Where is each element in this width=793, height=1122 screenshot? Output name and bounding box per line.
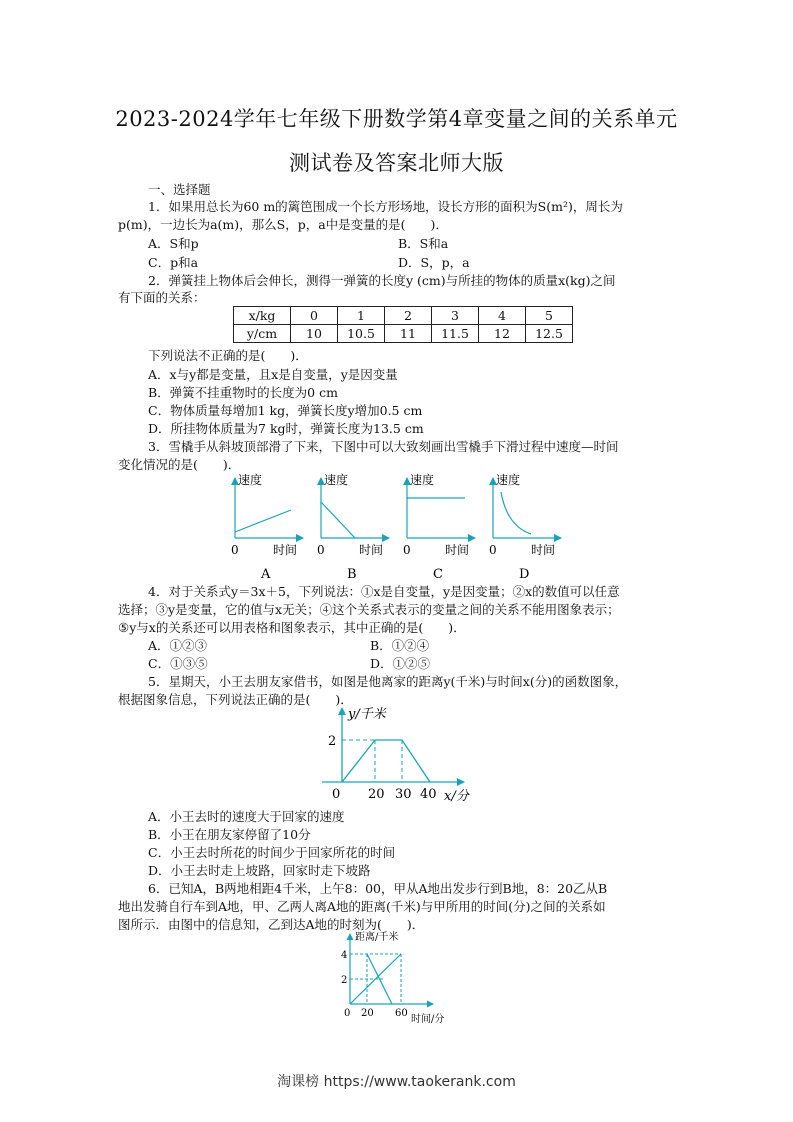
table-cell: 4 bbox=[479, 307, 526, 325]
table-cell: 12 bbox=[479, 325, 526, 343]
q4-option-c: C．①③⑤ bbox=[148, 656, 208, 671]
table-cell: 10.5 bbox=[338, 325, 385, 343]
q3-graph-b bbox=[317, 472, 389, 582]
q3-option-label: C bbox=[433, 567, 443, 582]
q1-option-d: D．S，p，a bbox=[398, 255, 470, 270]
q6-line-1: 6．已知A，B两地相距4千米，上午8：00，甲从A地出发步行到B地，8：20乙从B bbox=[148, 881, 608, 896]
q2-line-3: 下列说法不正确的是( )． bbox=[148, 348, 308, 363]
q2-line-2: 有下面的关系： bbox=[118, 290, 206, 305]
spring-data-table bbox=[233, 306, 573, 343]
q5-xlabel: x/分 bbox=[444, 789, 469, 804]
q4-line-3: ⑤y与x的关系还可以用表格和图象表示，其中正确的是( )． bbox=[118, 620, 466, 635]
svg-text:时间: 时间 bbox=[445, 543, 470, 557]
svg-text:0: 0 bbox=[317, 543, 325, 557]
table-cell: 1 bbox=[338, 307, 385, 325]
q2-option-d: D．所挂物体质量为7 kg时，弹簧长度为13.5 cm bbox=[148, 421, 424, 436]
q5-ylabel: y/千米 bbox=[348, 707, 386, 722]
svg-text:时间: 时间 bbox=[273, 543, 298, 557]
section-heading: 一、选择题 bbox=[148, 182, 211, 197]
table-cell: 0 bbox=[291, 307, 338, 325]
table-row bbox=[234, 307, 573, 325]
svg-text:速度: 速度 bbox=[496, 473, 521, 487]
q6-xtick: 60 bbox=[395, 1008, 408, 1019]
svg-text:速度: 速度 bbox=[410, 473, 435, 487]
q3-option-label: D bbox=[519, 567, 530, 582]
svg-text:0: 0 bbox=[403, 543, 411, 557]
q3-option-label: B bbox=[347, 567, 357, 582]
svg-text:0: 0 bbox=[231, 543, 239, 557]
svg-text:时间: 时间 bbox=[531, 543, 556, 557]
q1-option-c: C．p和a bbox=[148, 255, 199, 270]
q5-xtick: 20 bbox=[368, 787, 385, 802]
table-cell: 11.5 bbox=[432, 325, 479, 343]
q6-ytick: 2 bbox=[341, 975, 348, 986]
q6-graph bbox=[335, 930, 465, 1024]
table-cell: 3 bbox=[432, 307, 479, 325]
q5-xtick: 30 bbox=[395, 787, 412, 802]
q2-line-1: 2．弹簧挂上物体后会伸长，测得一弹簧的长度y (cm)与所挂的物体的质量x(kg)之间 bbox=[148, 273, 616, 288]
q1-option-a: A．S和p bbox=[148, 236, 199, 251]
q2-option-a: A．x与y都是变量，且x是自变量，y是因变量 bbox=[148, 367, 398, 382]
table-cell: 5 bbox=[526, 307, 573, 325]
q3-graph-c bbox=[403, 472, 475, 582]
q5-line-1: 5．星期天，小王去朋友家借书，如图是他离家的距离y(千米)与时间x(分)的函数图象， bbox=[148, 674, 628, 689]
table-cell: x/kg bbox=[234, 307, 291, 325]
q6-line-3: 图所示．由图中的信息知，乙到达A地的时刻为( )． bbox=[118, 917, 425, 932]
q4-option-b: B．①②④ bbox=[370, 638, 430, 653]
svg-text:时间: 时间 bbox=[359, 543, 384, 557]
q1-line-1: 1．如果用总长为60 m的篱笆围成一个长方形场地，设长方形的面积为S(m²)，周长为 bbox=[148, 199, 623, 214]
q6-xtick: 20 bbox=[361, 1008, 374, 1019]
q4-option-a: A．①②③ bbox=[148, 638, 208, 653]
q1-option-b: B．S和a bbox=[398, 236, 449, 251]
q5-line-2: 根据图象信息，下列说法正确的是( )． bbox=[118, 692, 353, 707]
svg-text:0: 0 bbox=[344, 1008, 351, 1019]
table-cell: 11 bbox=[385, 325, 432, 343]
svg-text:速度: 速度 bbox=[324, 473, 349, 487]
q1-line-2: p(m)，一边长为a(m)，那么S，p，a中是变量的是( )． bbox=[118, 217, 448, 232]
q5-graph bbox=[320, 702, 480, 808]
q6-ylabel: 距离/千米 bbox=[355, 932, 399, 943]
q6-xlabel: 时间/分 bbox=[411, 1014, 445, 1024]
q2-option-c: C．物体质量每增加1 kg，弹簧长度y增加0.5 cm bbox=[148, 403, 423, 418]
table-cell: y/cm bbox=[234, 325, 291, 343]
table-cell: 12.5 bbox=[526, 325, 573, 343]
title-line-1: 2023-2024学年七年级下册数学第4章变量之间的关系单元 bbox=[115, 107, 678, 131]
q2-option-b: B．弹簧不挂重物时的长度为0 cm bbox=[148, 385, 338, 400]
footer-watermark: 淘课榜 https://www.taokerank.com bbox=[277, 1074, 516, 1090]
q6-ytick: 4 bbox=[341, 950, 348, 961]
q5-option-c: C．小王去时所花的时间少于回家所花的时间 bbox=[148, 845, 396, 860]
q3-line-1: 3．雪橇手从斜坡顶部滑了下来，下图中可以大致刻画出雪橇手下滑过程中速度—时间 bbox=[148, 439, 619, 454]
q4-line-2: 选择；③y是变量，它的值与x无关；④这个关系式表示的变量之间的关系不能用图象表示； bbox=[118, 602, 620, 617]
q3-graph-a bbox=[231, 472, 303, 582]
q5-option-a: A．小王去时的速度大于回家的速度 bbox=[148, 809, 345, 824]
q3-line-2: 变化情况的是( )． bbox=[118, 457, 241, 472]
q4-option-d: D．①②⑤ bbox=[370, 656, 431, 671]
table-cell: 10 bbox=[291, 325, 338, 343]
q5-ytick: 2 bbox=[328, 734, 337, 749]
q3-option-label: A bbox=[261, 567, 271, 582]
q5-xtick: 40 bbox=[420, 787, 437, 802]
svg-text:0: 0 bbox=[489, 543, 497, 557]
q5-option-d: D．小王去时走上坡路，回家时走下坡路 bbox=[148, 863, 371, 878]
table-row bbox=[234, 325, 573, 343]
q6-line-2: 地出发骑自行车到A地，甲、乙两人离A地的距离(千米)与甲所用的时间(分)之间的关系如 bbox=[118, 899, 606, 914]
q5-option-b: B．小王在朋友家停留了10分 bbox=[148, 827, 311, 842]
table-cell: 2 bbox=[385, 307, 432, 325]
q3-ylabel: 速度 bbox=[238, 473, 263, 487]
q3-graph-d bbox=[489, 472, 561, 582]
q4-line-1: 4．对于关系式y＝3x＋5，下列说法：①x是自变量，y是因变量；②x的数值可以任意 bbox=[148, 584, 620, 599]
svg-text:0: 0 bbox=[332, 787, 341, 802]
q3-graphs bbox=[225, 470, 585, 582]
title-line-2: 测试卷及答案北师大版 bbox=[289, 151, 504, 175]
